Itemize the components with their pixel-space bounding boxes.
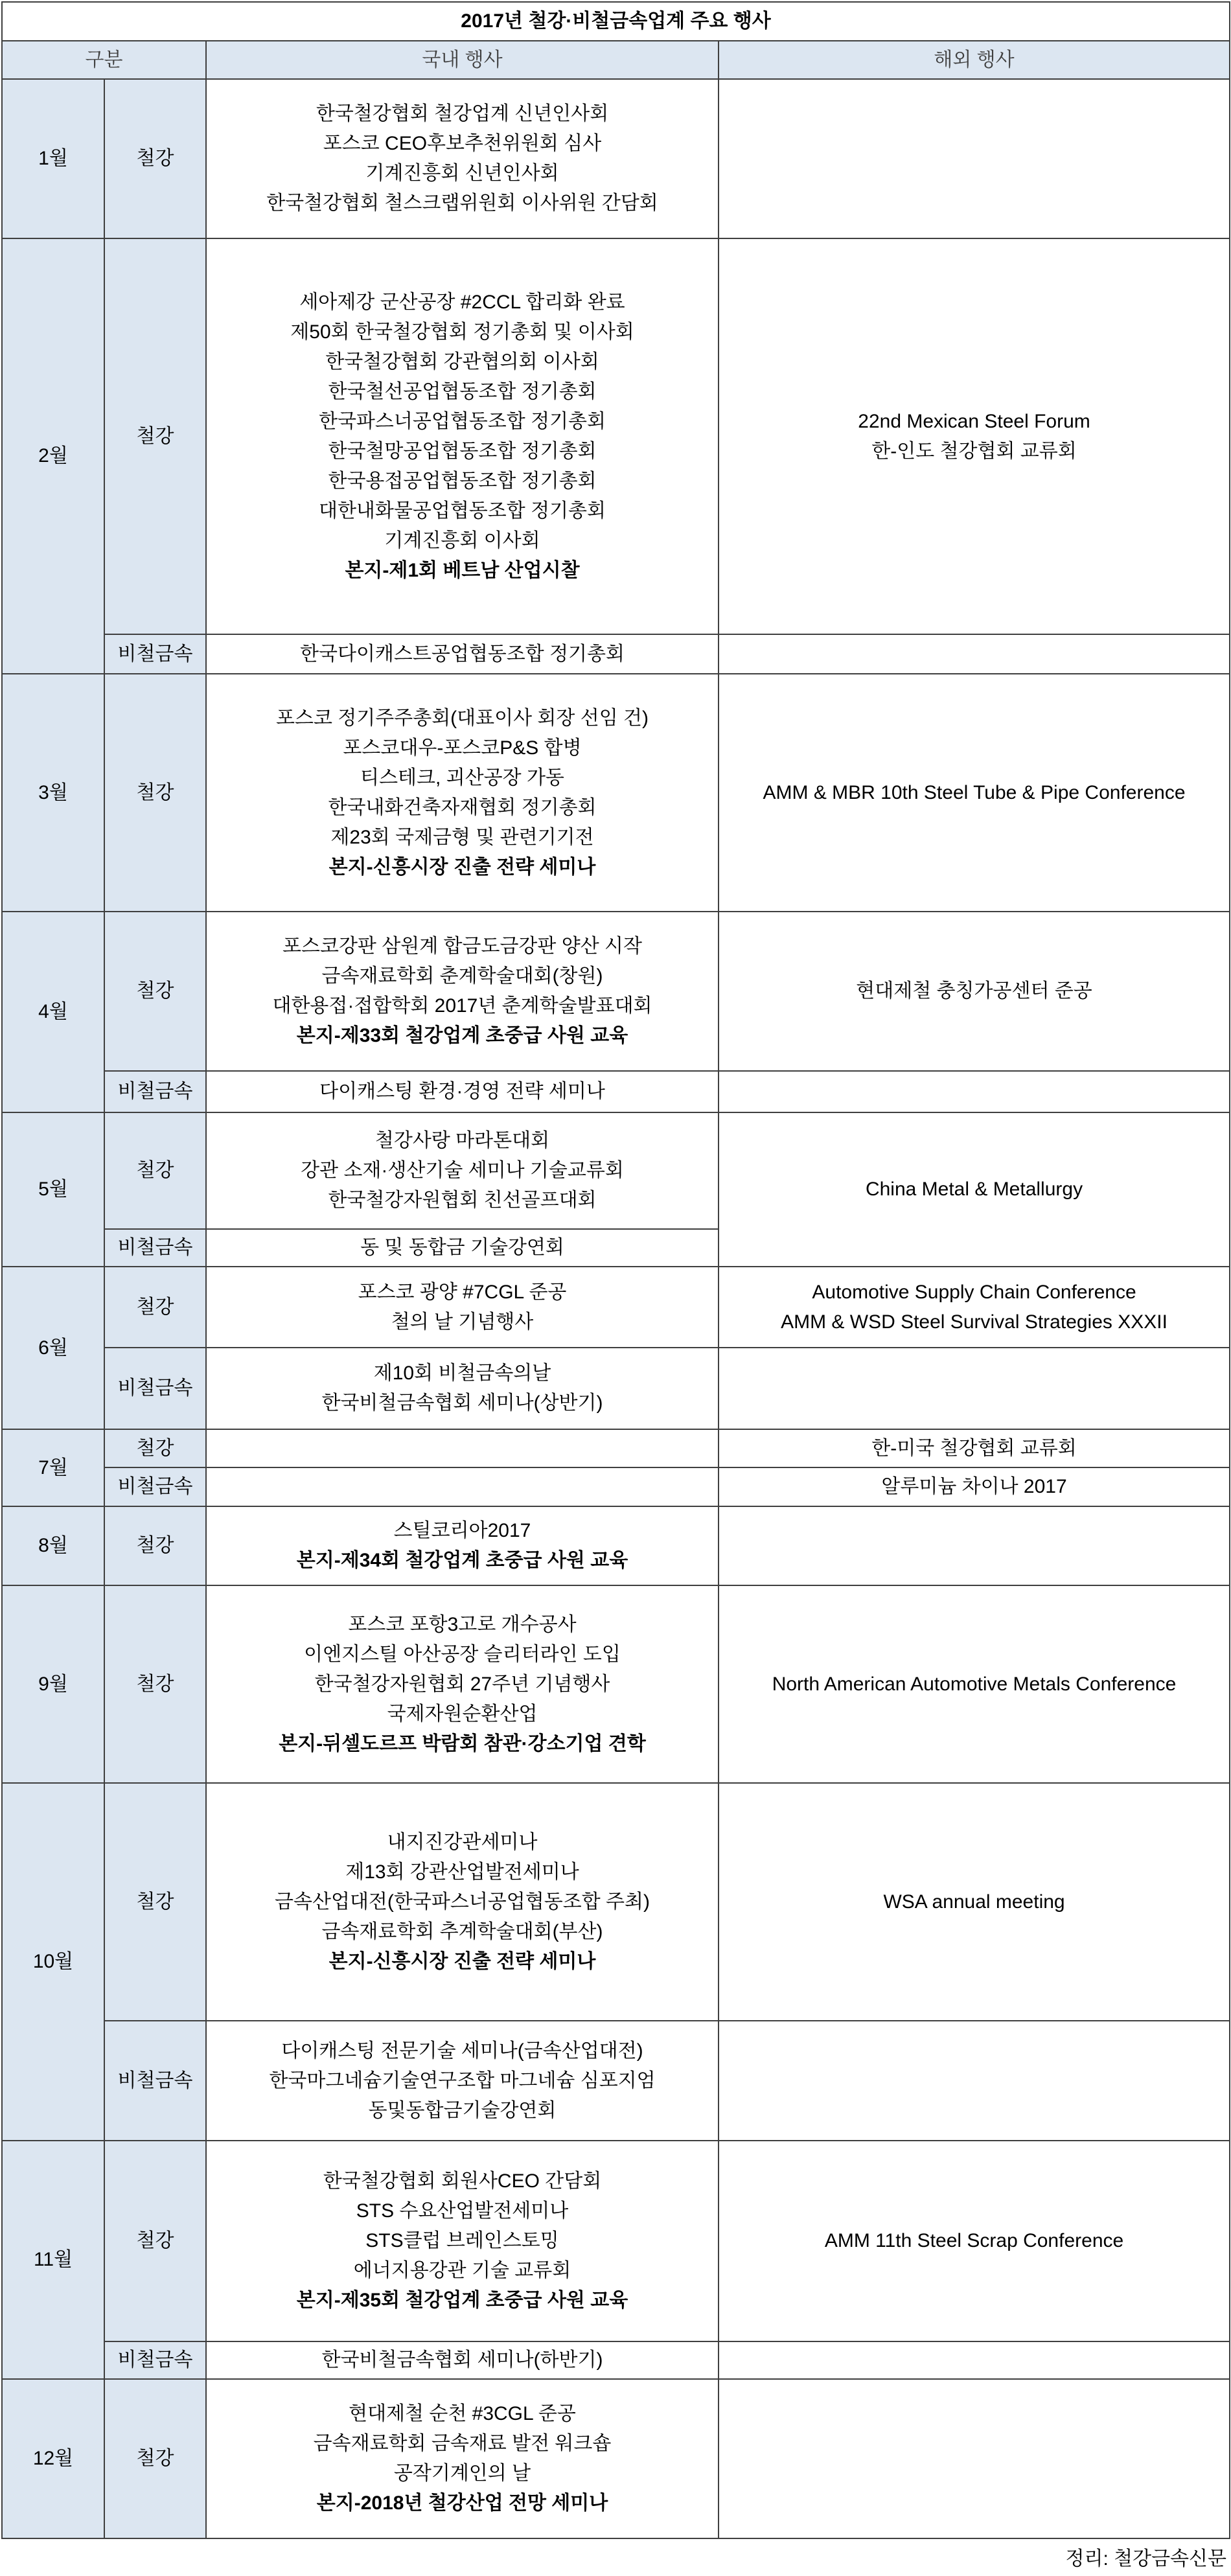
event-row xyxy=(2,238,1230,634)
event-item: STS클럽 브레인스토밍 xyxy=(365,2230,559,2251)
overseas-events-cell xyxy=(719,1112,1230,1267)
table-title: 2017년 철강·비철금속업계 주요 행사 xyxy=(2,2,1230,41)
header-row xyxy=(2,41,1230,79)
overseas-events-cell xyxy=(719,2141,1230,2341)
category-cell: 철강 xyxy=(104,1267,206,1348)
event-item: 포스코대우-포스코P&S 합병 xyxy=(343,737,582,759)
overseas-events-cell xyxy=(719,2341,1230,2379)
category-cell: 철강 xyxy=(104,1783,206,2021)
events-body xyxy=(2,79,1230,2538)
domestic-events-cell xyxy=(206,79,719,238)
category-cell: 철강 xyxy=(104,1429,206,1467)
category-cell: 철강 xyxy=(104,2141,206,2341)
domestic-events-cell xyxy=(206,2021,719,2141)
event-row xyxy=(2,1429,1230,1467)
header-overseas: 해외 행사 xyxy=(719,41,1230,79)
event-item: 스틸코리아2017 xyxy=(393,1520,531,1541)
event-item: 한-미국 철강협회 교류회 xyxy=(871,1437,1077,1459)
event-item: 한국다이캐스트공업협동조합 정기총회 xyxy=(300,643,625,665)
overseas-events-cell xyxy=(719,1585,1230,1783)
event-item: 한국철강자원협회 친선골프대회 xyxy=(328,1190,597,1211)
event-item: 제23회 국제금형 및 관련기기전 xyxy=(330,826,594,848)
month-cell: 6월 xyxy=(2,1267,104,1429)
event-item: 철의 날 기념행사 xyxy=(391,1311,534,1333)
event-item: 동 및 동합금 기술강연회 xyxy=(360,1237,564,1258)
overseas-events-cell xyxy=(719,634,1230,674)
domestic-events-cell xyxy=(206,1783,719,2021)
domestic-events-cell xyxy=(206,238,719,634)
domestic-events-cell xyxy=(206,1506,719,1585)
category-cell: 비철금속 xyxy=(104,634,206,674)
event-item: 포스코 CEO후보추천위원회 심사 xyxy=(323,133,602,154)
month-cell: 9월 xyxy=(2,1585,104,1783)
event-item: China Metal & Metallurgy xyxy=(865,1179,1083,1200)
event-row xyxy=(2,2141,1230,2341)
event-row xyxy=(2,912,1230,1071)
event-item: 금속재료학회 추계학술대회(부산) xyxy=(321,1920,603,1942)
category-cell: 비철금속 xyxy=(104,1071,206,1112)
event-item: 철강사랑 마라톤대회 xyxy=(374,1130,550,1151)
event-item: 한국마그네슘기술연구조합 마그네슘 심포지엄 xyxy=(269,2069,656,2091)
domestic-events-cell xyxy=(206,1112,719,1229)
featured-event-item: 본지-제1회 베트남 산업시찰 xyxy=(345,559,580,581)
month-cell: 1월 xyxy=(2,79,104,238)
event-item: 알루미늄 차이나 2017 xyxy=(881,1476,1067,1497)
event-item: 한국철강협회 철스크랩위원회 이사위원 간담회 xyxy=(266,192,658,214)
category-cell: 철강 xyxy=(104,1506,206,1585)
event-row xyxy=(2,79,1230,238)
event-row xyxy=(2,634,1230,674)
featured-event-item: 본지-신흥시장 진출 전략 세미나 xyxy=(328,1950,596,1972)
featured-event-item: 본지-제34회 철강업계 초중급 사원 교육 xyxy=(296,1550,628,1571)
featured-event-item: 본지-신흥시장 진출 전략 세미나 xyxy=(328,856,596,878)
event-item: 한국용접공업협동조합 정기총회 xyxy=(328,470,597,492)
category-cell: 비철금속 xyxy=(104,1467,206,1506)
event-row xyxy=(2,1267,1230,1348)
category-cell: 비철금속 xyxy=(104,1348,206,1429)
featured-event-item: 본지-뒤셀도르프 박람회 참관·강소기업 견학 xyxy=(279,1732,646,1754)
domestic-events-cell xyxy=(206,1267,719,1348)
month-cell: 5월 xyxy=(2,1112,104,1267)
domestic-events-cell xyxy=(206,2341,719,2379)
overseas-events-cell xyxy=(719,2021,1230,2141)
event-item: 한국철강자원협회 27주년 기념행사 xyxy=(314,1673,610,1695)
event-item: 한국내화건축자재협회 정기총회 xyxy=(328,796,597,818)
event-item: 금속산업대전(한국파스너공업협동조합 주최) xyxy=(275,1891,650,1913)
table-head xyxy=(2,2,1230,79)
event-item: 포스코 광양 #7CGL 준공 xyxy=(358,1281,567,1303)
event-item: 에너지용강관 기술 교류회 xyxy=(353,2260,571,2281)
domestic-events-cell xyxy=(206,1429,719,1467)
domestic-events-cell xyxy=(206,912,719,1071)
overseas-events-cell xyxy=(719,674,1230,912)
overseas-events-cell xyxy=(719,2379,1230,2538)
event-item: AMM & MBR 10th Steel Tube & Pipe Conference xyxy=(763,781,1186,803)
event-item: 한국철선공업협동조합 정기총회 xyxy=(328,380,597,402)
domestic-events-cell xyxy=(206,1348,719,1429)
event-item: North American Automotive Metals Conference xyxy=(772,1673,1177,1695)
event-item: 한국철강협회 강관협의회 이사회 xyxy=(325,351,599,373)
event-row xyxy=(2,1467,1230,1506)
month-cell: 3월 xyxy=(2,674,104,912)
domestic-events-cell xyxy=(206,1229,719,1267)
month-cell: 12월 xyxy=(2,2379,104,2538)
event-item: 한국파스너공업협동조합 정기총회 xyxy=(318,410,606,432)
domestic-events-cell xyxy=(206,2379,719,2538)
month-cell: 11월 xyxy=(2,2141,104,2379)
event-item: 기계진흥회 이사회 xyxy=(384,529,540,551)
overseas-events-cell xyxy=(719,912,1230,1071)
event-item: 이엔지스틸 아산공장 슬리터라인 도입 xyxy=(304,1643,621,1665)
source-credit: 정리: 철강금속신문 xyxy=(1065,2548,1226,2570)
month-cell: 4월 xyxy=(2,912,104,1112)
month-cell: 8월 xyxy=(2,1506,104,1585)
domestic-events-cell xyxy=(206,1071,719,1112)
events-table xyxy=(1,1,1230,2539)
event-item: 한국비철금속협회 세미나(상반기) xyxy=(321,1392,603,1414)
event-item: 국제자원순환산업 xyxy=(387,1703,538,1725)
event-item: 공작기계인의 날 xyxy=(393,2463,531,2484)
event-item: Automotive Supply Chain Conference xyxy=(812,1281,1136,1303)
category-cell: 비철금속 xyxy=(104,2341,206,2379)
header-category: 구분 xyxy=(2,41,206,79)
category-cell: 철강 xyxy=(104,2379,206,2538)
overseas-events-cell xyxy=(719,1467,1230,1506)
event-item: 한국철망공업협동조합 정기총회 xyxy=(328,440,597,462)
category-cell: 철강 xyxy=(104,238,206,634)
event-item: 현대제철 순천 #3CGL 준공 xyxy=(349,2403,576,2424)
event-item: 다이캐스팅 전문기술 세미나(금속산업대전) xyxy=(281,2040,643,2062)
month-cell: 2월 xyxy=(2,238,104,674)
overseas-events-cell xyxy=(719,1783,1230,2021)
event-row xyxy=(2,1585,1230,1783)
category-cell: 비철금속 xyxy=(104,1229,206,1267)
event-row xyxy=(2,1348,1230,1429)
category-cell: 철강 xyxy=(104,1112,206,1229)
event-row xyxy=(2,1071,1230,1112)
event-row xyxy=(2,1112,1230,1229)
overseas-events-cell xyxy=(719,79,1230,238)
event-item: 제50회 한국철강협회 정기총회 및 이사회 xyxy=(290,321,634,343)
overseas-events-cell xyxy=(719,238,1230,634)
event-item: 내지진강관세미나 xyxy=(387,1831,538,1853)
event-item: AMM 11th Steel Scrap Conference xyxy=(824,2230,1124,2251)
event-item: 제13회 강관산업발전세미나 xyxy=(345,1861,579,1883)
event-item: 제10회 비철금속의날 xyxy=(373,1363,551,1384)
event-item: 다이캐스팅 환경·경영 전략 세미나 xyxy=(319,1081,605,1102)
event-row xyxy=(2,1783,1230,2021)
event-item: 포스코강판 삼원계 합금도금강판 양산 시작 xyxy=(282,936,642,957)
event-row xyxy=(2,2379,1230,2538)
event-item: 한국철강협회 철강업계 신년인사회 xyxy=(316,103,609,124)
category-cell: 철강 xyxy=(104,1585,206,1783)
event-item: 대한용접·접합학회 2017년 춘계학술발표대회 xyxy=(272,995,652,1017)
overseas-events-cell xyxy=(719,1071,1230,1112)
overseas-events-cell xyxy=(719,1267,1230,1348)
overseas-events-cell xyxy=(719,1429,1230,1467)
event-item: 포스코 포항3고로 개수공사 xyxy=(348,1613,577,1635)
category-cell: 비철금속 xyxy=(104,2021,206,2141)
category-cell: 철강 xyxy=(104,79,206,238)
event-item: AMM & WSD Steel Survival Strategies XXXII xyxy=(781,1311,1168,1333)
event-item: 한-인도 철강협회 교류회 xyxy=(871,440,1077,462)
overseas-events-cell xyxy=(719,1506,1230,1585)
event-item: 금속재료학회 춘계학술대회(창원) xyxy=(321,965,603,987)
event-item: WSA annual meeting xyxy=(883,1891,1065,1913)
domestic-events-cell xyxy=(206,674,719,912)
event-row xyxy=(2,2341,1230,2379)
title-row xyxy=(2,2,1230,41)
event-item: 포스코 정기주주총회(대표이사 회장 선임 건) xyxy=(276,707,649,729)
month-cell: 7월 xyxy=(2,1429,104,1506)
domestic-events-cell xyxy=(206,2141,719,2341)
domestic-events-cell xyxy=(206,1585,719,1783)
event-item: 한국철강협회 회원사CEO 간담회 xyxy=(323,2170,602,2192)
header-domestic: 국내 행사 xyxy=(206,41,719,79)
event-item: 티스테크, 괴산공장 가동 xyxy=(360,766,564,788)
domestic-events-cell xyxy=(206,1467,719,1506)
featured-event-item: 본지-2018년 철강산업 전망 세미나 xyxy=(316,2492,608,2514)
event-item: 동및동합금기술강연회 xyxy=(368,2099,557,2121)
event-item: 금속재료학회 금속재료 발전 워크숍 xyxy=(313,2433,612,2454)
event-item: 한국비철금속협회 세미나(하반기) xyxy=(321,2349,603,2371)
category-cell: 철강 xyxy=(104,674,206,912)
featured-event-item: 본지-제33회 철강업계 초중급 사원 교육 xyxy=(296,1025,628,1046)
event-row xyxy=(2,2021,1230,2141)
category-cell: 철강 xyxy=(104,912,206,1071)
featured-event-item: 본지-제35회 철강업계 초중급 사원 교육 xyxy=(296,2290,628,2311)
event-item: 강관 소재·생산기술 세미나 기술교류회 xyxy=(301,1160,624,1181)
domestic-events-cell xyxy=(206,634,719,674)
event-item: 세아제강 군산공장 #2CCL 합리화 완료 xyxy=(299,291,625,313)
event-row xyxy=(2,1506,1230,1585)
event-item: 22nd Mexican Steel Forum xyxy=(858,410,1090,432)
event-item: 기계진흥회 신년인사회 xyxy=(365,163,559,184)
overseas-events-cell xyxy=(719,1348,1230,1429)
event-item: 대한내화물공업협동조합 정기총회 xyxy=(318,500,606,522)
event-item: STS 수요산업발전세미나 xyxy=(356,2200,569,2222)
event-item: 현대제철 충칭가공센터 준공 xyxy=(856,980,1092,1002)
month-cell: 10월 xyxy=(2,1783,104,2141)
event-row xyxy=(2,674,1230,912)
